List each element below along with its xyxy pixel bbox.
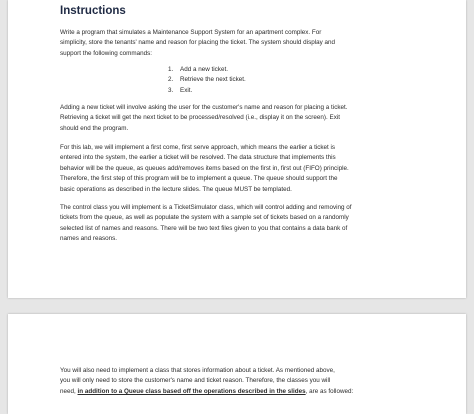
text-line: Therefore, the first step of this program will be to implement a queue. The queue should support the [60, 175, 338, 183]
text-line: Adding a new ticket will involve asking the user for the customer's name and reason for placing a ticket. [60, 104, 348, 111]
text-line: Write a program that simulates a Maintenance Support System for an apartment complex. For [60, 29, 322, 36]
text-line: names and reasons. [60, 235, 118, 243]
text-line: selected list of names and reasons. There will be two text files given to you that contains a data bank of [60, 224, 348, 232]
text-line: For this lab, we will implement a first come, first serve approach, which means the earlier a ticket is [60, 144, 336, 151]
simulator-paragraph [60, 203, 420, 245]
document-page-1 [8, 0, 466, 298]
intro-paragraph [60, 28, 420, 59]
text-line: tickets from the queue, as well as populate the system with a sample set of tickets based on a randomly [60, 214, 349, 222]
text-line: behavior will be the queue, as queues add/removes items based on the first in, first out (FIFO) principle. [60, 164, 349, 172]
list-item: 1. Add a new ticket. [168, 66, 228, 73]
text-line: Retrieving a ticket will get the next ticket to be processed/resolved (i.e., display it on the screen). Exit [60, 114, 340, 122]
instructions-heading: Instructions [60, 5, 126, 17]
text-line: you will only need to store the customer's name and ticket reason. Therefore, the classes you will [60, 377, 331, 385]
lab-paragraph [60, 143, 420, 195]
list-item: 2. Retrieve the next ticket. [168, 76, 246, 84]
underlined-emphasis: in addition to a Queue class based off the operations described in the slides [77, 387, 306, 395]
commands-list [60, 65, 420, 96]
text-line: support the following commands: [60, 49, 153, 57]
text-line: basic operations as described in the lecture slides. The queue MUST be templated. [60, 185, 292, 193]
text-line: need, in addition to a Queue class based off the operations described in the slides, are as followed: [60, 387, 354, 395]
text-line: should end the program. [60, 124, 129, 132]
text-line: simplicity, store the tenants' name and reason for placing the ticket. The system should display and [60, 39, 336, 47]
text-line: You will also need to implement a class that stores information about a ticket. As mentioned above, [60, 367, 335, 374]
list-item: 3. Exit. [168, 86, 193, 94]
adding-paragraph [60, 103, 420, 134]
text-line: entered into the system, the earlier a ticket will be resolved. The data structure that implements this [60, 154, 336, 162]
ticket-class-paragraph [60, 366, 420, 397]
document-page-2 [8, 314, 466, 414]
text-line: The control class you will implement is a TicketSimulator class, which will control adding and removing of [60, 204, 352, 211]
